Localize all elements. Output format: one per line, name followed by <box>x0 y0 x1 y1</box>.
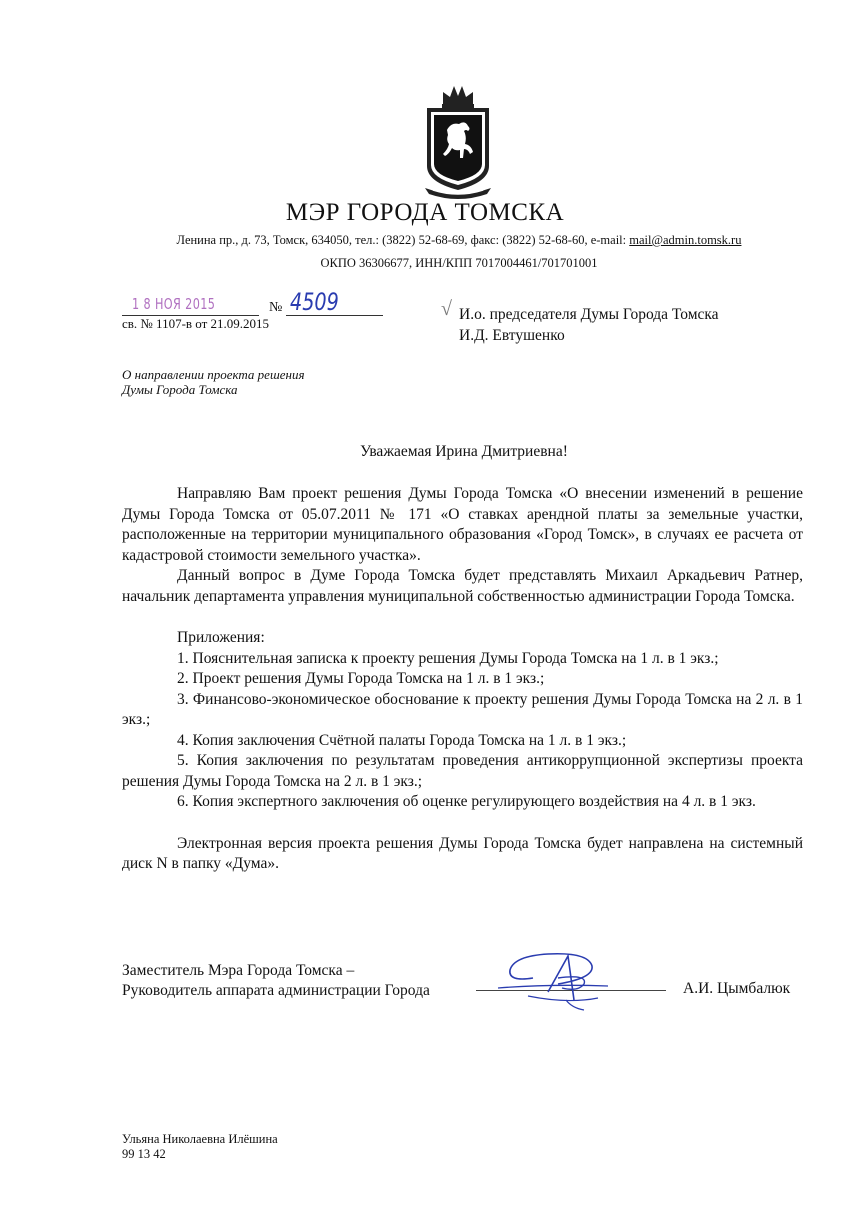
addressee-name: И.Д. Евтушенко <box>459 327 565 344</box>
attachments-title: Приложения: <box>177 629 265 646</box>
coat-of-arms-emblem <box>421 82 495 204</box>
executor-name: Ульяна Николаевна Илёшина <box>122 1132 278 1146</box>
org-title: МЭР ГОРОДА ТОМСКА <box>285 199 565 226</box>
attachment-item: 5. Копия заключения по результатам проведения антикоррупционной экспертизы проекта решения Думы Города Томска на 2 л. в 1 экз.; <box>122 752 803 790</box>
address-text: Ленина пр., д. 73, Томск, 634050, тел.: (3822) 52-68-69, факс: (3822) 52-68-60, e-mail: <box>176 233 630 247</box>
reference-number: св. № 1107-в от 21.09.2015 <box>122 316 270 331</box>
subject-line-1: О направлении проекта решения <box>122 367 305 382</box>
org-address <box>0 233 850 248</box>
signatory-name: А.И. Цымбалюк <box>683 980 791 997</box>
addressee-block <box>459 304 719 346</box>
paragraph-electronic: Электронная версия проекта решения Думы Города Томска будет направлена на системный диск N в папку «Дума». <box>122 834 803 872</box>
attachment-item: 1. Пояснительная записка к проекту решения Думы Города Томска на 1 л. в 1 экз.; <box>177 649 719 667</box>
registration-number: 4509 <box>290 288 339 316</box>
subject-block <box>122 367 305 397</box>
number-sign: № <box>269 300 283 315</box>
attachment-item: 3. Финансово-экономическое обоснование к проекту решения Думы Города Томска на 2 л. в 1 экз.; <box>122 690 803 728</box>
subject-line-2: Думы Города Томска <box>122 382 238 397</box>
letter-body <box>122 484 803 875</box>
position-line-1: Заместитель Мэра Города Томска – <box>122 962 355 979</box>
position-line-2: Руководитель аппарата администрации Города <box>122 982 430 999</box>
paragraph-main: Направляю Вам проект решения Думы Города Томска «О внесении изменений в решение Думы Города Томска от 05.07.2011 № 171 «О ставках арендной платы за земельные участки, расположенные на территории муниципального образования «Город Томск», в случаях ее расчета от кадастровой стоимости земельного участка». <box>122 485 803 564</box>
handwritten-signature <box>488 948 623 1016</box>
addressee-position: И.о. председателя Думы Города Томска <box>459 306 719 323</box>
attachment-item: 2. Проект решения Думы Города Томска на 1 л. в 1 экз.; <box>177 670 545 687</box>
check-mark-icon: √ <box>441 298 452 320</box>
paragraph-presenter: Данный вопрос в Думе Города Томска будет представлять Михаил Аркадьевич Ратнер, начальник департамента управления муниципальной собственностью администрации Города Томска. <box>122 567 803 605</box>
signatory-position <box>122 961 430 1001</box>
greeting: Уважаемая Ирина Дмитриевна! <box>360 443 568 460</box>
date-stamp: 1 8 НОЯ 2015 <box>132 295 216 313</box>
attachment-item: 4. Копия заключения Счётной палаты Города Томска на 1 л. в 1 экз.; <box>177 731 627 749</box>
attachment-item: 6. Копия экспертного заключения об оценке регулирующего воздействия на 4 л. в 1 экз. <box>177 793 756 810</box>
executor-phone: 99 13 42 <box>122 1147 166 1161</box>
email-link[interactable]: mail@admin.tomsk.ru <box>629 233 742 247</box>
executor-block <box>122 1132 278 1162</box>
org-codes: ОКПО 36306677, ИНН/КПП 7017004461/701701001 <box>320 256 598 270</box>
